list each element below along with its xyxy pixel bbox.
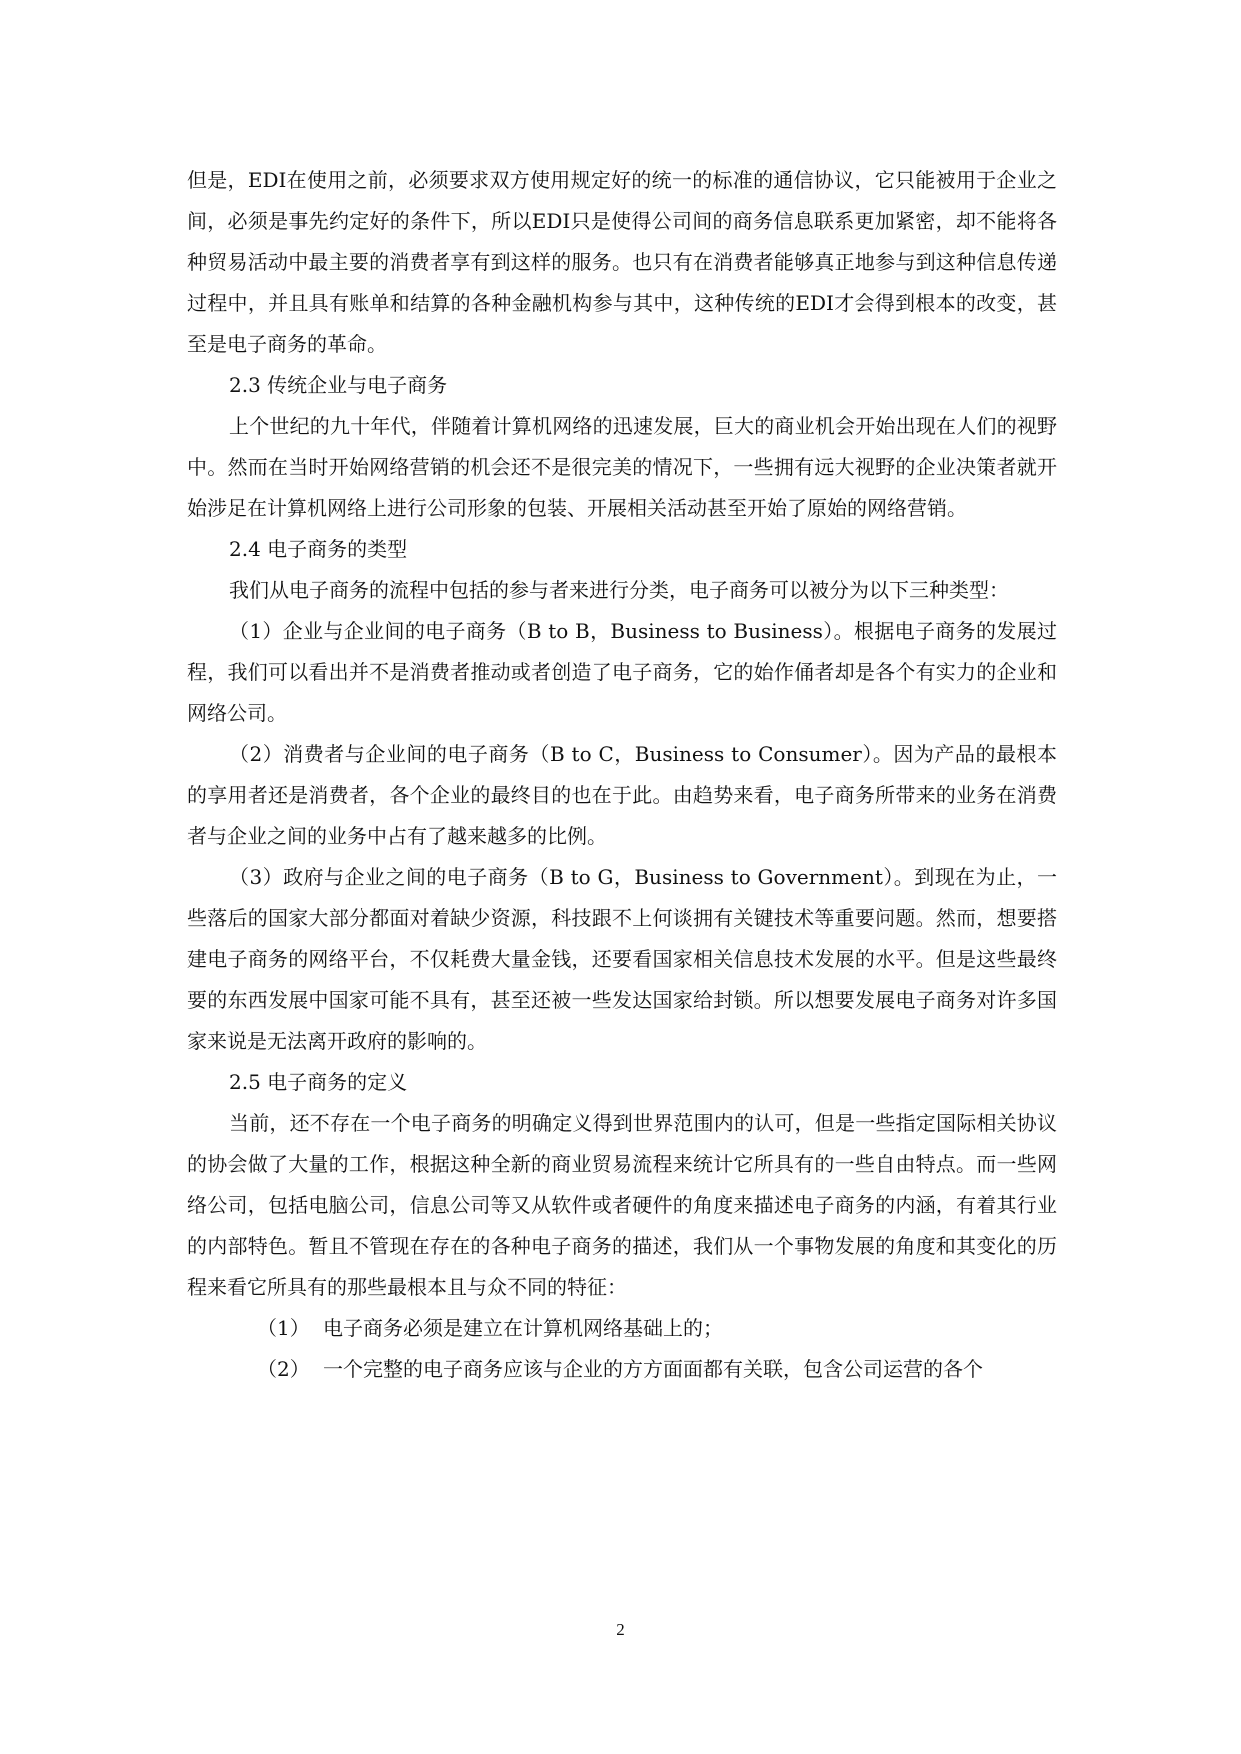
paragraph-definition: 当前，还不存在一个电子商务的明确定义得到世界范围内的认可，但是一些指定国际相关协议的协会做了大量的工作，根据这种全新的商业贸易流程来统计它所具有的一些自由特点。而一些网络公司，包括电脑公司，信息公司等又从软件或者硬件的角度来描述电子商务的内涵，有着其行业的内部特色。暂且不管现在存在的各种电子商务的描述，我们从一个事物发展的角度和其变化的历程来看它所具有的那些最根本且与众不同的特征： (187, 1111, 1057, 1299)
list-item-text: 一个完整的电子商务应该与企业的方方面面都有关联，包含公司运营的各个 (323, 1357, 983, 1381)
paragraph-traditional-business: 上个世纪的九十年代，伴随着计算机网络的迅速发展，巨大的商业机会开始出现在人们的视野中。然而在当时开始网络营销的机会还不是很完美的情况下，一些拥有远大视野的企业决策者就开始涉足在计算机网络上进行公司形象的包装、开展相关活动甚至开始了原始的网络营销。 (187, 414, 1057, 520)
paragraph-b2c: （2）消费者与企业间的电子商务（B to C，Business to Consumer）。因为产品的最根本的享用者还是消费者，各个企业的最终目的也在于此。由趋势来看，电子商务所带来的业务在消费者与企业之间的业务中占有了越来越多的比例。 (187, 742, 1057, 848)
list-item-text: 电子商务必须是建立在计算机网络基础上的； (323, 1316, 723, 1340)
list-item-number: （2） (257, 1357, 310, 1381)
section-heading-2-5: 2.5 电子商务的定义 (229, 1070, 408, 1094)
page-content (187, 160, 1057, 1390)
paragraph-edi-limitations: 但是，EDI在使用之前，必须要求双方使用规定好的统一的标准的通信协议，它只能被用于企业之间，必须是事先约定好的条件下，所以EDI只是使得公司间的商务信息联系更加紧密，却不能将各种贸易活动中最主要的消费者享有到这样的服务。也只有在消费者能够真正地参与到这种信息传递过程中，并且具有账单和结算的各种金融机构参与其中，这种传统的EDI才会得到根本的改变，甚至是电子商务的革命。 (187, 168, 1057, 356)
page-number: 2 (616, 1620, 625, 1639)
paragraph-b2g: （3）政府与企业之间的电子商务（B to G，Business to Government）。到现在为止，一些落后的国家大部分都面对着缺少资源，科技跟不上何谈拥有关键技术等重要问题。然而，想要搭建电子商务的网络平台，不仅耗费大量金钱，还要看国家相关信息技术发展的水平。但是这些最终要的东西发展中国家可能不具有，甚至还被一些发达国家给封锁。所以想要发展电子商务对许多国家来说是无法离开政府的影响的。 (187, 865, 1057, 1053)
paragraph-b2b: （1）企业与企业间的电子商务（B to B，Business to Business）。根据电子商务的发展过程，我们可以看出并不是消费者推动或者创造了电子商务，它的始作俑者却是各个有实力的企业和网络公司。 (187, 619, 1057, 725)
section-heading-2-4: 2.4 电子商务的类型 (229, 537, 408, 561)
list-item-number: （1） (257, 1316, 310, 1340)
list-item (187, 1349, 1057, 1390)
paragraph-types-intro: 我们从电子商务的流程中包括的参与者来进行分类，电子商务可以被分为以下三种类型： (229, 578, 1009, 602)
section-heading-2-3: 2.3 传统企业与电子商务 (229, 373, 448, 397)
list-item (187, 1308, 1057, 1349)
